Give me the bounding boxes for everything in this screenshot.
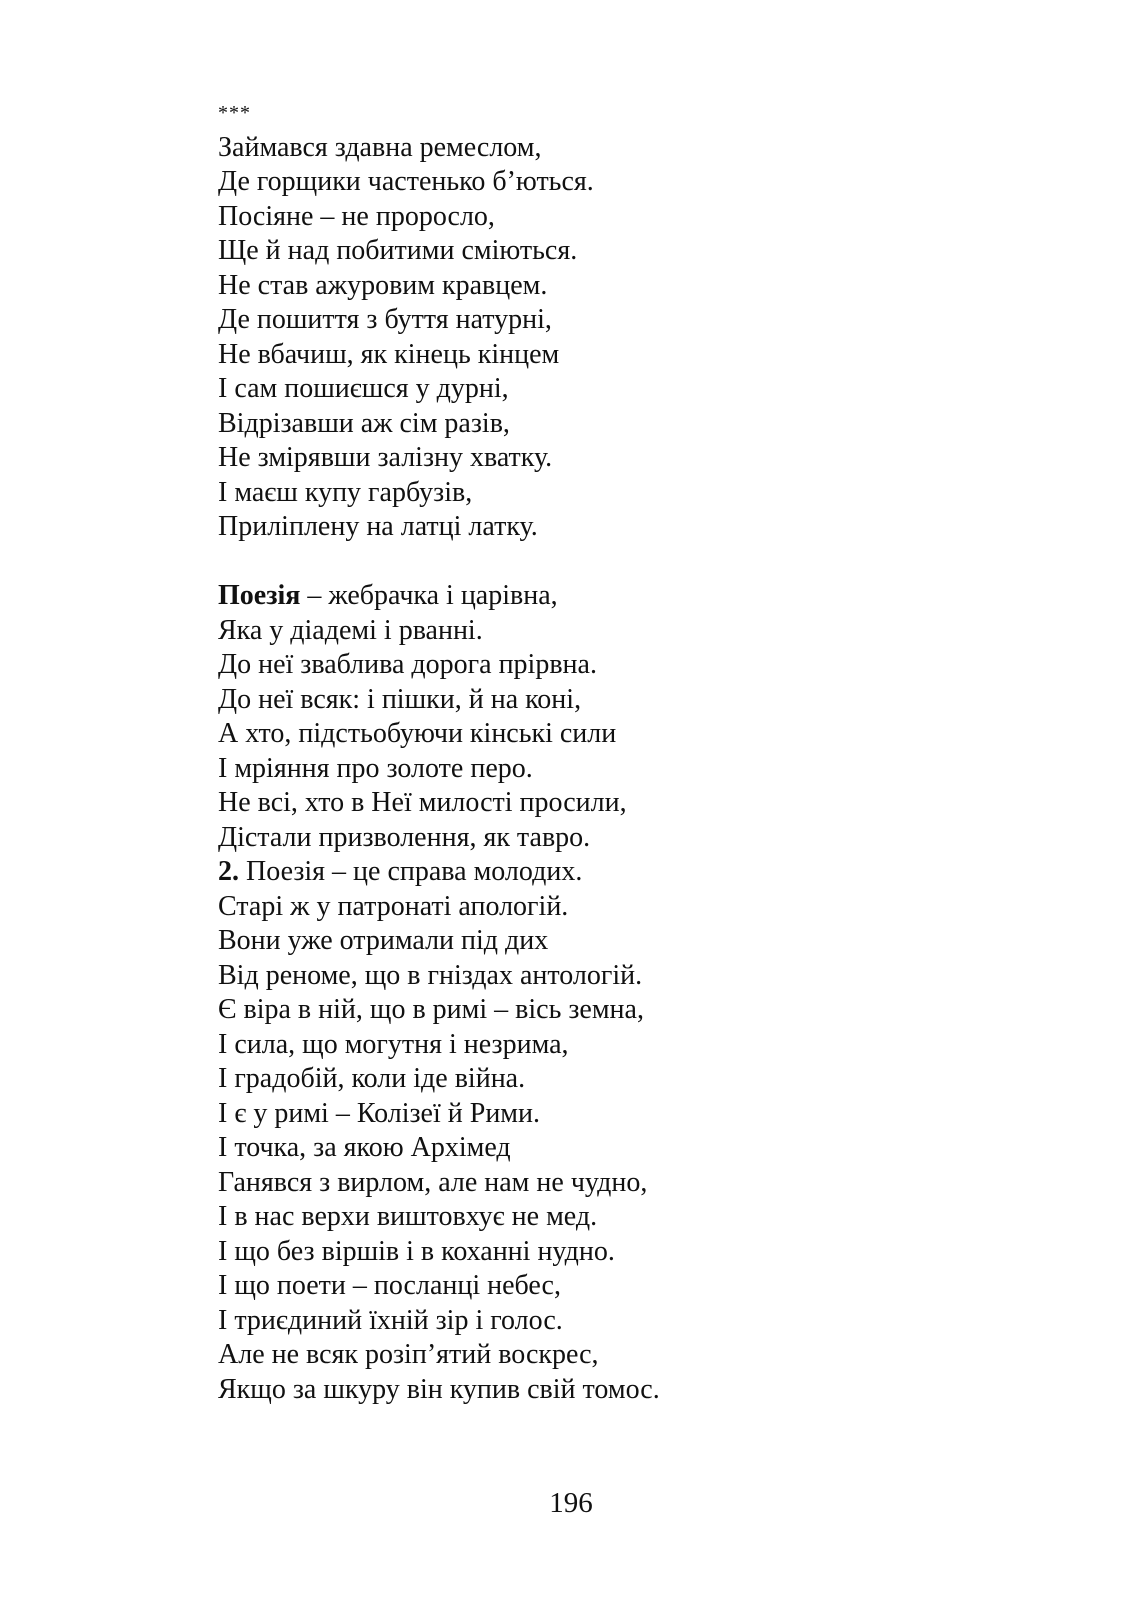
poem-line: Дістали призволення, як тавро.: [218, 821, 591, 853]
poem-line: Де горщики частенько б’ються.: [218, 166, 594, 197]
poem-line: І градобій, коли іде війна.: [218, 1063, 526, 1094]
poem-line: Якщо за шкуру він купив свій томос.: [218, 1373, 660, 1405]
poem-line: Не всі, хто в Неї милості просили,: [218, 787, 627, 818]
poem-line: Від реноме, що в гніздах антологій.: [218, 959, 643, 991]
poem-line: Ще й над побитими сміються.: [218, 235, 578, 266]
line-text: – жебрачка і царівна,: [300, 580, 558, 611]
stanza-1: [218, 131, 1078, 545]
poem-line: І в нас верхи виштовхує не мед.: [218, 1201, 598, 1232]
stanza-gap: [218, 545, 1078, 580]
poem-line: І що без віршів і в коханні нудно.: [218, 1235, 615, 1267]
bold-heading-word: Поезія: [218, 580, 301, 611]
poem-line: Не став ажуровим кравцем.: [218, 269, 548, 301]
poem-line: Але не всяк розіп’ятий воскрес,: [218, 1339, 599, 1370]
poem-line: І мріяння про золоте перо.: [218, 752, 533, 784]
poem-line: До неї всяк: і пішки, й на коні,: [218, 683, 582, 715]
poem-line: Старі ж у патронаті апологій.: [218, 890, 569, 922]
stanza-2: [218, 579, 1078, 855]
poem-body: [218, 96, 1078, 1407]
poem-line: Посіяне – не проросло,: [218, 200, 495, 232]
poem-line: Є віра в ній, що в римі – вісь земна,: [218, 994, 644, 1025]
poem-line: І точка, за якою Архімед: [218, 1132, 511, 1163]
poem-line: Де пошиття з буття натурні,: [218, 304, 552, 335]
section-separator: ***: [218, 102, 251, 124]
poem-line: Ганявся з вирлом, але нам не чудно,: [218, 1166, 648, 1198]
poem-line: Приліплену на латці латку.: [218, 511, 538, 542]
poem-line: Відрізавши аж сім разів,: [218, 407, 510, 439]
poem-line: Займався здавна ремеслом,: [218, 131, 542, 163]
page-number: 196: [549, 1487, 593, 1519]
stanza-3: [218, 855, 1078, 1407]
poem-line: І сам пошиєшся у дурні,: [218, 373, 509, 404]
poem-line: І що поети – посланці небес,: [218, 1270, 561, 1301]
poem-line: Яка у діадемі і рванні.: [218, 614, 483, 646]
poem-line: [218, 579, 1078, 614]
poem-line: [218, 855, 1078, 890]
poem-line: Вони уже отримали під дих: [218, 925, 549, 956]
poem-line: І є у римі – Колізеї й Рими.: [218, 1097, 540, 1129]
poem-line: А хто, підстьобуючи кінські сили: [218, 718, 617, 749]
poem-line: І триєдиний їхній зір і голос.: [218, 1304, 563, 1336]
line-text: Поезія – це справа молодих.: [239, 856, 583, 887]
poem-line: До неї зваблива дорога прірвна.: [218, 649, 597, 680]
poem-line: Не змірявши залізну хватку.: [218, 442, 553, 473]
poem-line: І маєш купу гарбузів,: [218, 476, 473, 508]
poem-line: І сила, що могутня і незрима,: [218, 1028, 569, 1060]
poem-line: Не вбачиш, як кінець кінцем: [218, 338, 560, 370]
bold-section-number: 2.: [218, 856, 239, 887]
